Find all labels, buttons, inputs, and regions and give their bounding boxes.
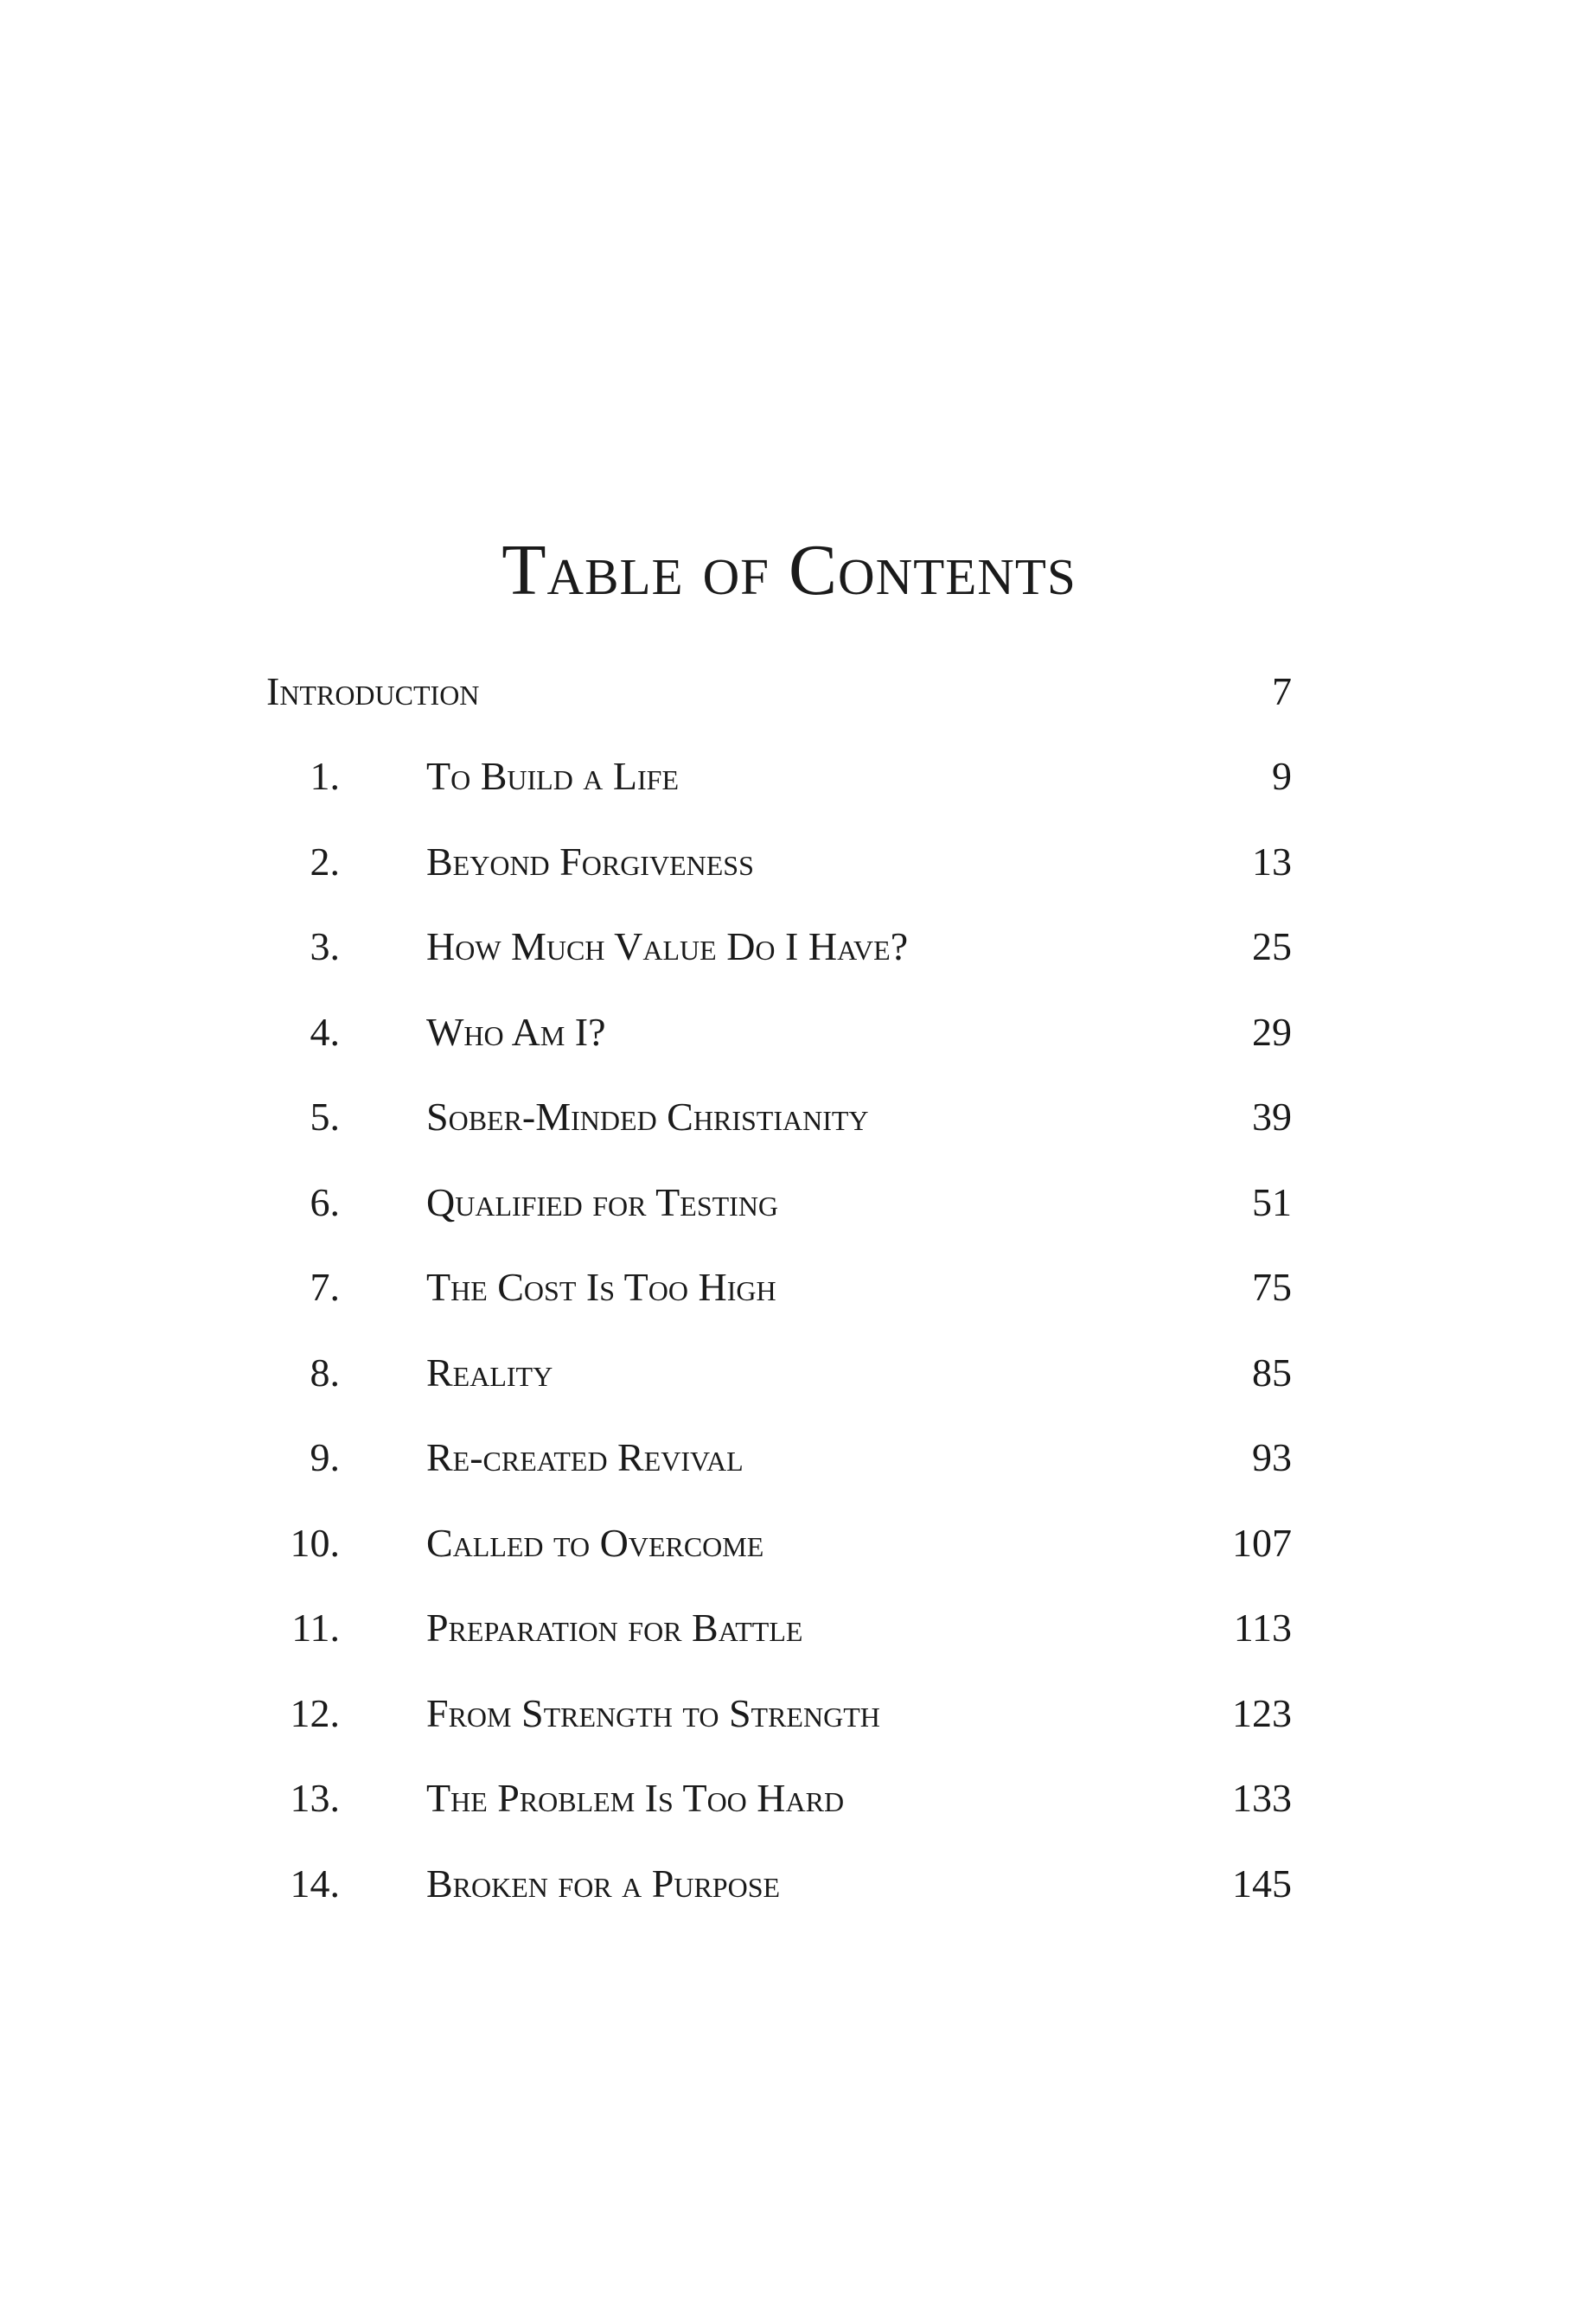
toc-entry-title: How Much Value Do I Have? xyxy=(426,924,909,968)
toc-entry-page: 9 xyxy=(1272,754,1292,798)
toc-entry-introduction[interactable] xyxy=(0,661,1578,722)
toc-entry[interactable] xyxy=(0,1598,1578,1658)
toc-entry-page: 113 xyxy=(1233,1606,1292,1650)
toc-entry[interactable] xyxy=(0,1427,1578,1488)
toc-entry-title: Sober-Minded Christianity xyxy=(426,1095,869,1139)
toc-entry-number: 10. xyxy=(290,1521,340,1565)
toc-entry-title: Qualified for Testing xyxy=(426,1180,779,1224)
toc-entry-title: Reality xyxy=(426,1350,553,1395)
toc-entry-page: 51 xyxy=(1252,1180,1292,1224)
toc-entry-title: To Build a Life xyxy=(426,754,680,798)
toc-entry[interactable] xyxy=(0,1854,1578,1914)
toc-entry-page: 133 xyxy=(1232,1776,1292,1820)
toc-entry-number: 9. xyxy=(310,1435,340,1479)
toc-entry-title: From Strength to Strength xyxy=(426,1691,880,1735)
toc-entry[interactable] xyxy=(0,1002,1578,1063)
toc-entry-page: 75 xyxy=(1252,1265,1292,1309)
toc-entry-number: 5. xyxy=(310,1095,340,1139)
toc-entry-page: 123 xyxy=(1232,1691,1292,1735)
toc-entry-number: 12. xyxy=(290,1691,340,1735)
toc-entry-page: 145 xyxy=(1232,1861,1292,1906)
toc-entry[interactable] xyxy=(0,1513,1578,1574)
toc-entry-title: Broken for a Purpose xyxy=(426,1861,781,1906)
toc-entry[interactable] xyxy=(0,1768,1578,1829)
toc-entry-title: The Cost Is Too High xyxy=(426,1265,776,1309)
toc-entry-page: 29 xyxy=(1252,1010,1292,1054)
toc-entry-title: Who Am I? xyxy=(426,1010,606,1054)
toc-entry[interactable] xyxy=(0,1257,1578,1318)
toc-entry[interactable] xyxy=(0,1343,1578,1403)
toc-entry[interactable] xyxy=(0,1172,1578,1233)
toc-entry-page: 85 xyxy=(1252,1350,1292,1395)
toc-entry-title: The Problem Is Too Hard xyxy=(426,1776,845,1820)
toc-entry-page: 107 xyxy=(1232,1521,1292,1565)
toc-entry[interactable] xyxy=(0,832,1578,892)
toc-entry-title: Called to Overcome xyxy=(426,1521,764,1565)
toc-entry-number: 8. xyxy=(310,1350,340,1395)
toc-entry-number: 13. xyxy=(290,1776,340,1820)
toc-entry-number: 1. xyxy=(310,754,340,798)
toc-entry-number: 4. xyxy=(310,1010,340,1054)
toc-entry-title: Preparation for Battle xyxy=(426,1606,803,1650)
toc-entry-title: Introduction xyxy=(266,669,480,713)
toc-entry-page: 7 xyxy=(1272,669,1292,713)
toc-entry-number: 7. xyxy=(310,1265,340,1309)
toc-entry-title: Beyond Forgiveness xyxy=(426,840,754,884)
toc-entry[interactable] xyxy=(0,746,1578,807)
toc-entry-page: 39 xyxy=(1252,1095,1292,1139)
toc-entry-page: 93 xyxy=(1252,1435,1292,1479)
toc-entry-number: 6. xyxy=(310,1180,340,1224)
toc-entry[interactable] xyxy=(0,1087,1578,1147)
toc-entry-number: 11. xyxy=(291,1606,340,1650)
page-title: Table of Contents xyxy=(502,530,1076,610)
toc-entry-page: 13 xyxy=(1252,840,1292,884)
toc-entry-number: 3. xyxy=(310,924,340,968)
toc-entry[interactable] xyxy=(0,1683,1578,1744)
toc-entry[interactable] xyxy=(0,916,1578,977)
toc-entry-title: Re-created Revival xyxy=(426,1435,744,1479)
toc-entry-number: 14. xyxy=(290,1861,340,1906)
toc-entry-number: 2. xyxy=(310,840,340,884)
toc-entry-page: 25 xyxy=(1252,924,1292,968)
